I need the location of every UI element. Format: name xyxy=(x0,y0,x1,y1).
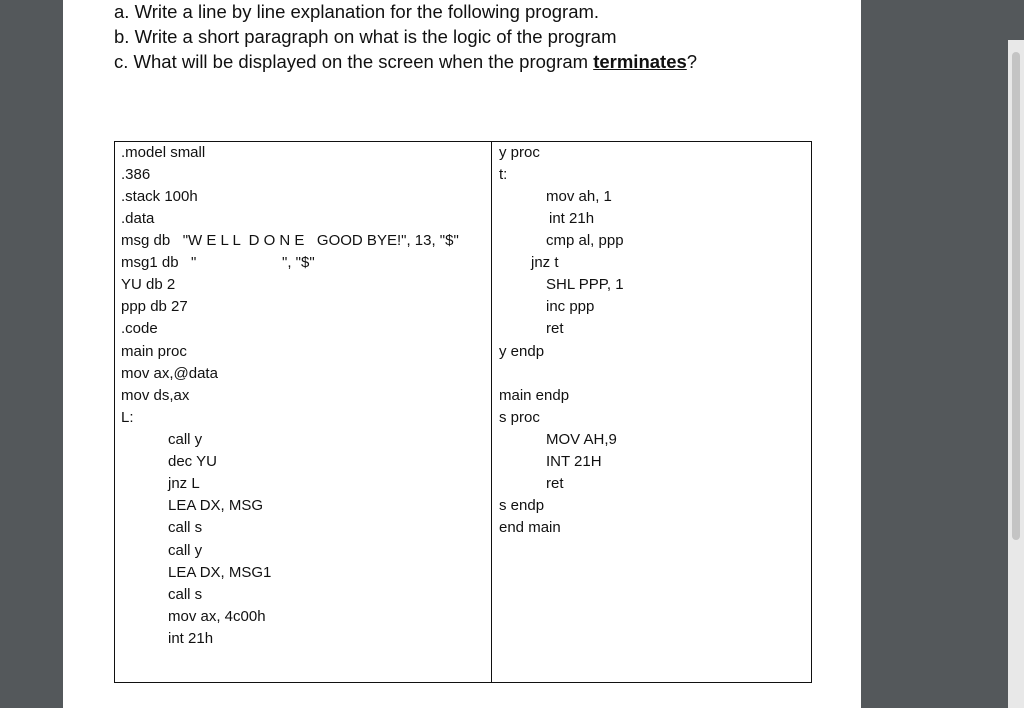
question-a: a. Write a line by line explanation for the following program. xyxy=(114,1,600,22)
code-line: LEA DX, MSG1 xyxy=(168,564,272,581)
code-line: YU db 2 xyxy=(121,276,176,293)
code-line: .model small xyxy=(121,144,206,161)
code-line: t: xyxy=(499,166,508,183)
code-line: mov ax,@data xyxy=(121,365,218,382)
code-line: ret xyxy=(546,320,564,337)
code-line: mov ah, 1 xyxy=(546,188,612,205)
question-c xyxy=(114,51,697,73)
code-line: int 21h xyxy=(549,210,595,227)
code-line: cmp al, ppp xyxy=(546,232,624,249)
code-line: end main xyxy=(499,519,561,536)
code-line: s proc xyxy=(499,409,540,426)
question-c-suffix: ? xyxy=(686,51,698,72)
code-line: .code xyxy=(121,320,158,337)
scrollbar-thumb[interactable] xyxy=(1012,52,1020,540)
code-line: y proc xyxy=(499,144,540,161)
code-line: inc ppp xyxy=(546,298,595,315)
code-line: jnz L xyxy=(168,475,200,492)
code-line: main proc xyxy=(121,343,187,360)
code-line: call s xyxy=(168,519,203,536)
code-line: L: xyxy=(121,409,134,426)
code-line: MOV AH,9 xyxy=(546,431,617,448)
code-line: .386 xyxy=(121,166,151,183)
code-line: call y xyxy=(168,542,203,559)
code-line: jnz t xyxy=(531,254,559,271)
code-line: ppp db 27 xyxy=(121,298,188,315)
code-line: msg1 db " xyxy=(121,254,197,271)
code-line: mov ax, 4c00h xyxy=(168,608,266,625)
code-line: int 21h xyxy=(168,630,214,647)
code-line: call y xyxy=(168,431,203,448)
question-c-prefix: c. What will be displayed on the screen when the program xyxy=(114,51,594,72)
code-line: ret xyxy=(546,475,564,492)
code-line: main endp xyxy=(499,387,570,404)
code-line: SHL PPP, 1 xyxy=(546,276,624,293)
code-table xyxy=(114,141,812,683)
code-line: msg db "W E L L D O N E GOOD BYE!", 13, "$" xyxy=(121,232,459,249)
question-c-emphasis: terminates xyxy=(593,51,687,72)
code-line: mov ds,ax xyxy=(121,387,190,404)
code-line: LEA DX, MSG xyxy=(168,497,264,514)
code-line: y endp xyxy=(499,343,545,360)
code-line: dec YU xyxy=(168,453,217,470)
question-b: b. Write a short paragraph on what is the logic of the program xyxy=(114,26,617,47)
code-line: .stack 100h xyxy=(121,188,198,205)
code-line: s endp xyxy=(499,497,545,514)
code-line: .data xyxy=(121,210,155,227)
code-line: ", "$" xyxy=(282,254,315,271)
code-line: call s xyxy=(168,586,203,603)
code-line: INT 21H xyxy=(546,453,602,470)
column-divider xyxy=(491,141,492,683)
